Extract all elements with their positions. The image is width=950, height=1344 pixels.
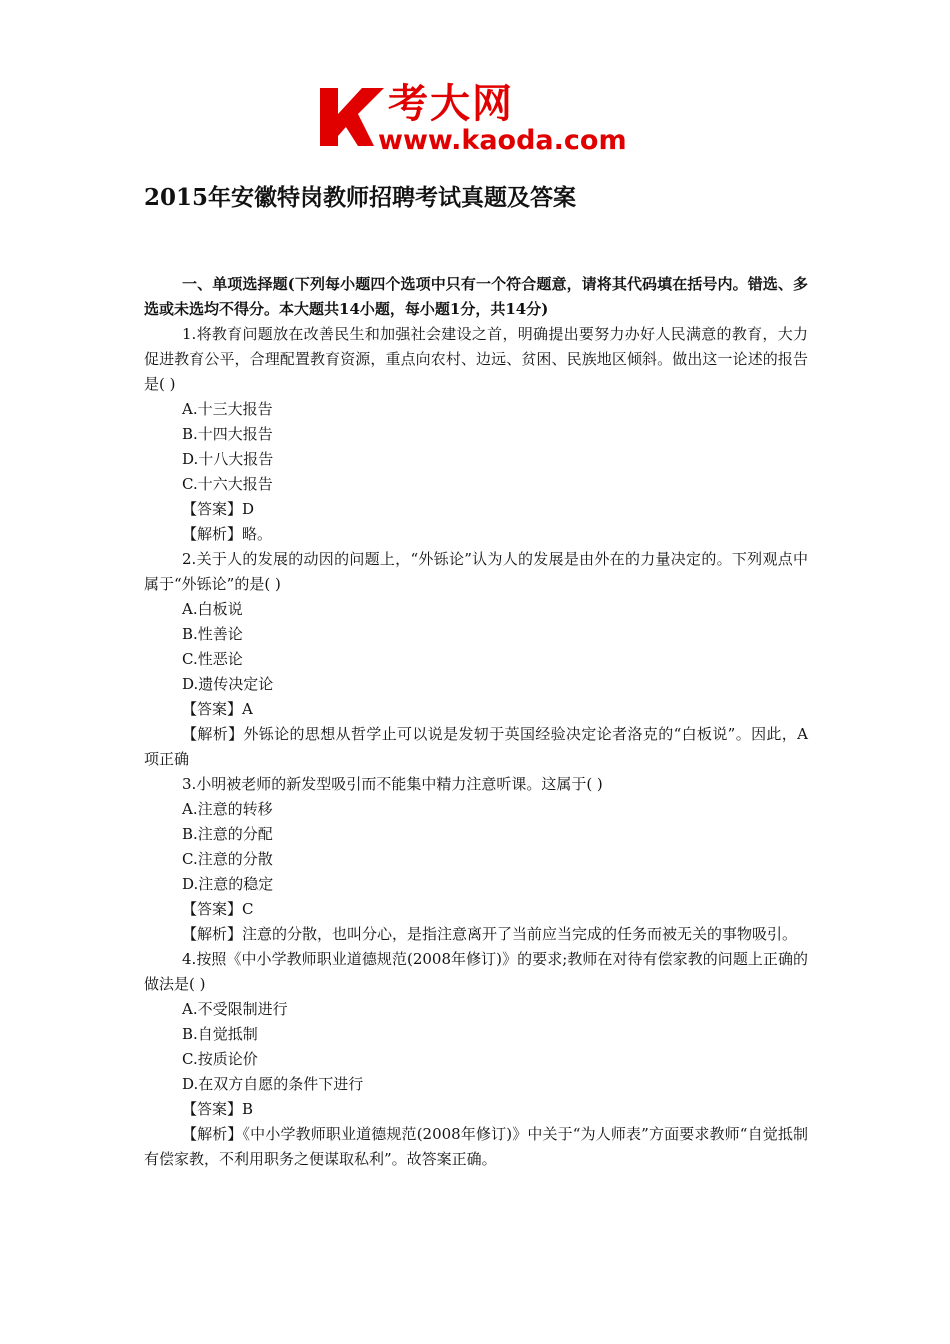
logo-brand-text: 考大网 (388, 81, 514, 127)
question-3-option: B.注意的分配 (182, 825, 273, 843)
question-3-option: C.注意的分散 (182, 850, 273, 868)
question-4-stem: 4.按照《中小学教师职业道德规范(2008年修订)》的要求;教师在对待有偿家教的问题上正确的做法是( ) (144, 950, 808, 993)
question-2-option: B.性善论 (182, 625, 243, 643)
question-3-option: D.注意的稳定 (182, 875, 274, 893)
question-2-answer: 【答案】A (182, 700, 253, 718)
question-4-analysis: 【解析】《中小学教师职业道德规范(2008年修订)》中关于“为人师表”方面要求教师“自觉抵制有偿家教，不利用职务之便谋取私利”。故答案正确。 (144, 1125, 808, 1168)
question-1-stem: 1.将教育问题放在改善民生和加强社会建设之首，明确提出要努力办好人民满意的教育，大力促进教育公平，合理配置教育资源，重点向农村、边远、贫困、民族地区倾斜。做出这一论述的报告是( ) (144, 325, 808, 393)
question-3-stem: 3.小明被老师的新发型吸引而不能集中精力注意听课。这属于( ) (182, 775, 603, 793)
logo-url: www.kaoda.com (378, 125, 627, 156)
question-3-analysis: 【解析】注意的分散，也叫分心，是指注意离开了当前应当完成的任务而被无关的事物吸引。 (182, 925, 798, 943)
document-title: 2015年安徽特岗教师招聘考试真题及答案 (144, 184, 577, 211)
question-1-option: D.十八大报告 (182, 450, 274, 468)
document-body (144, 272, 808, 1172)
question-1-analysis: 【解析】略。 (182, 525, 273, 543)
question-4-option: B.自觉抵制 (182, 1025, 258, 1043)
question-1-answer: 【答案】D (182, 500, 255, 518)
section-heading: 一、单项选择题(下列每小题四个选项中只有一个符合题意，请将其代码填在括号内。错选、多选或未选均不得分。本大题共14小题，每小题1分，共14分) (144, 275, 808, 318)
question-4-option: D.在双方自愿的条件下进行 (182, 1075, 364, 1093)
question-2-stem: 2.关于人的发展的动因的问题上，“外铄论”认为人的发展是由外在的力量决定的。下列观点中属于“外铄论”的是( ) (144, 550, 808, 593)
question-2-analysis: 【解析】外铄论的思想从哲学止可以说是发轫于英国经验决定论者洛克的“白板说”。因此，A项正确 (144, 725, 808, 768)
question-4-option: A.不受限制进行 (182, 1000, 288, 1018)
question-3-answer: 【答案】C (182, 900, 254, 918)
question-1-option: A.十三大报告 (182, 400, 273, 418)
kaoda-logo (318, 80, 638, 160)
question-2-option: A.白板说 (182, 600, 243, 618)
question-3-option: A.注意的转移 (182, 800, 273, 818)
question-2-option: D.遗传决定论 (182, 675, 274, 693)
question-4-option: C.按质论价 (182, 1050, 258, 1068)
question-1-option: C.十六大报告 (182, 475, 273, 493)
question-2-option: C.性恶论 (182, 650, 243, 668)
question-1-option: B.十四大报告 (182, 425, 273, 443)
question-4-answer: 【答案】B (182, 1100, 254, 1118)
